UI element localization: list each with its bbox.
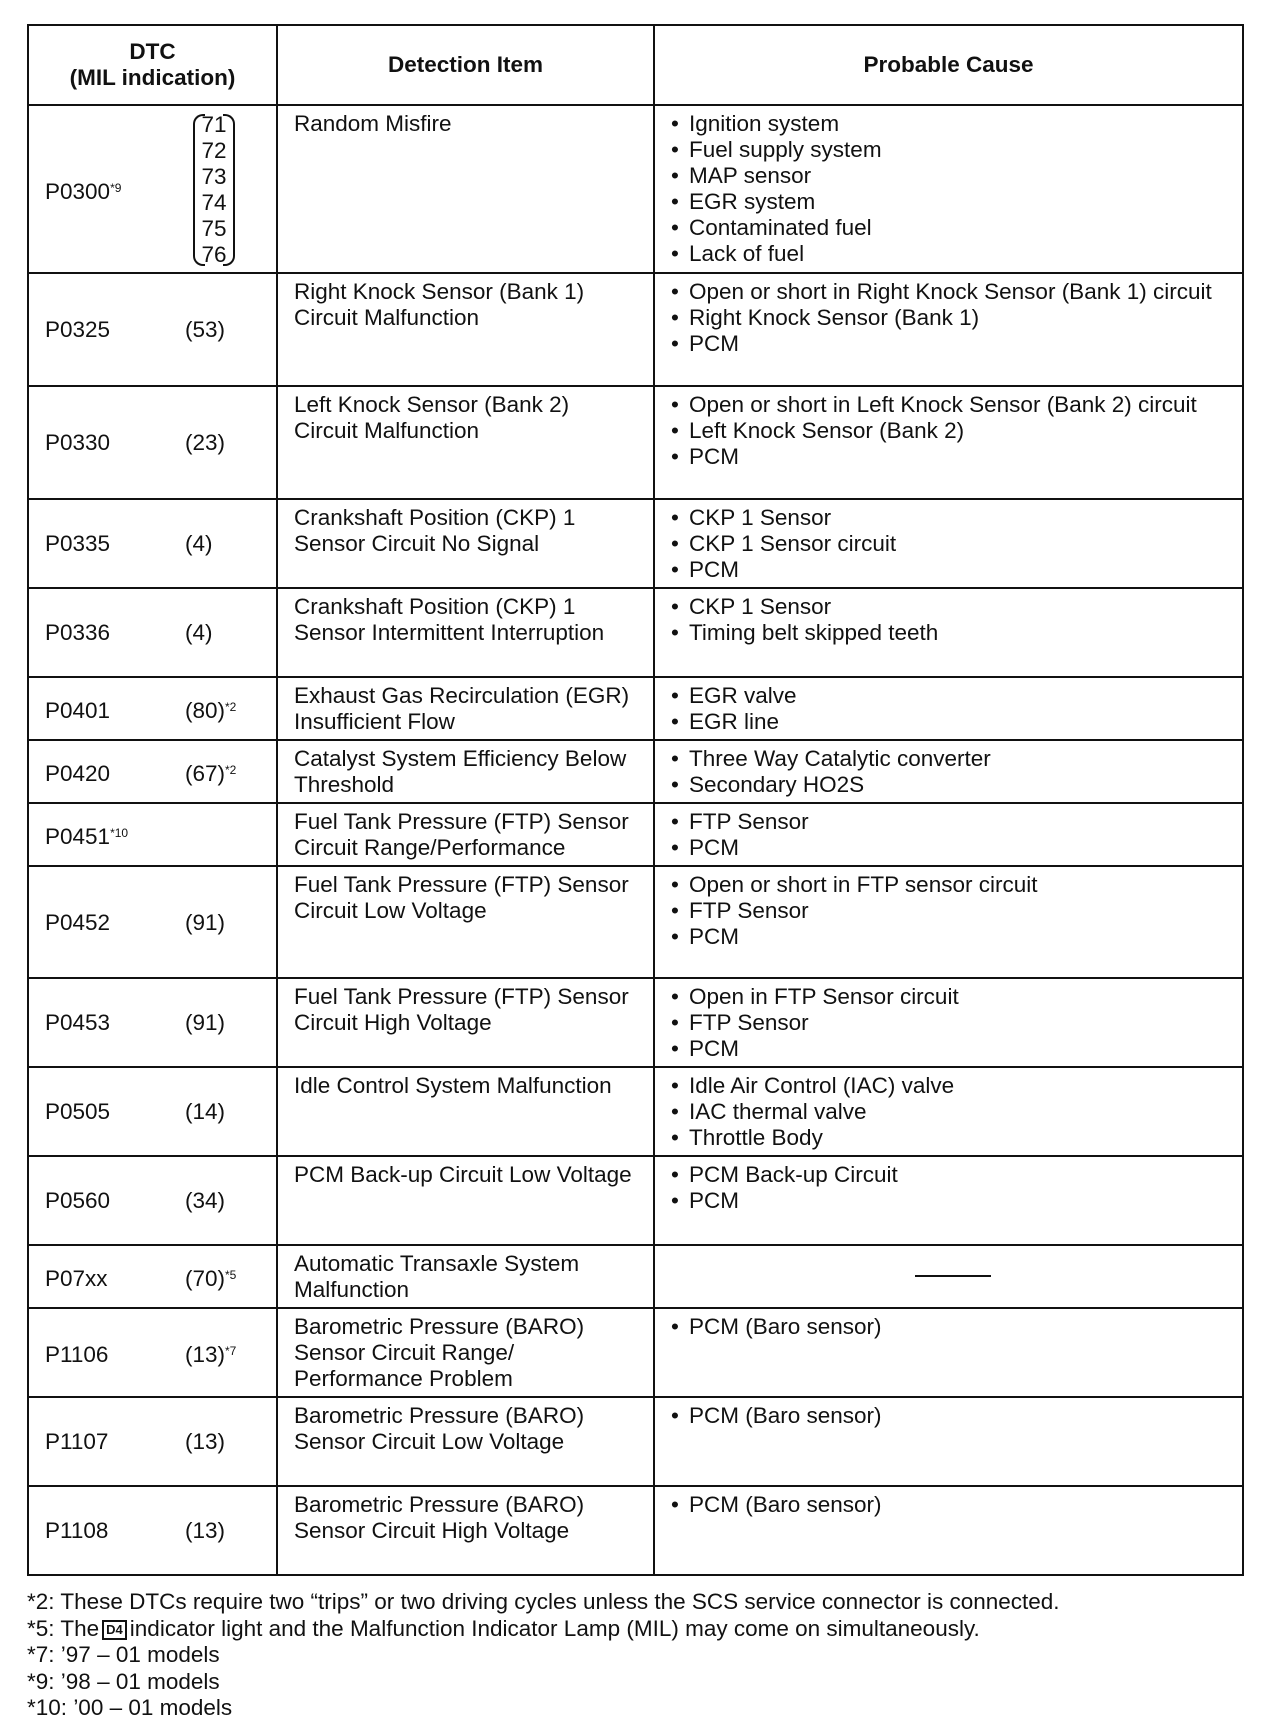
header-row [28, 25, 1243, 105]
mil-indication-text: (70) [185, 1266, 226, 1291]
dtc-cell [28, 105, 277, 273]
dtc-code [45, 1518, 185, 1544]
detection-line: Fuel Tank Pressure (FTP) Sensor [294, 984, 629, 1009]
footnote-text: ’97 – 01 models [60, 1642, 220, 1667]
cause-list [671, 279, 1234, 357]
cause-list [671, 683, 1234, 735]
table-row [28, 1245, 1243, 1308]
table-row [28, 273, 1243, 386]
mil-indication-text: (13) [185, 1342, 226, 1367]
footnote-ref: *2 [225, 700, 237, 714]
cause-item: • PCM [671, 924, 1234, 950]
detection-line: Sensor Intermittent Interruption [294, 620, 605, 645]
dtc-code-text: P1107 [45, 1429, 109, 1454]
cause-cell [654, 588, 1243, 677]
footnote-mark: *2: [27, 1589, 55, 1614]
mil-code: 71 [201, 111, 227, 137]
cause-cell [654, 499, 1243, 588]
dtc-cell [28, 588, 277, 677]
footnote-9 [27, 1669, 1247, 1696]
header-dtc [28, 25, 277, 105]
detection-line: Catalyst System Efficiency Below [294, 746, 627, 771]
cause-list [671, 809, 1234, 861]
cause-item: • EGR line [671, 709, 1234, 735]
cause-item: • MAP sensor [671, 163, 1234, 189]
mil-indication [185, 317, 225, 343]
detection-line: Fuel Tank Pressure (FTP) Sensor [294, 872, 629, 897]
dtc-code-text: P1106 [45, 1342, 109, 1367]
footnote-7 [27, 1642, 1247, 1669]
detection-cell [277, 1156, 654, 1245]
detection-line: Idle Control System Malfunction [294, 1073, 612, 1098]
header-cause: Probable Cause [654, 25, 1243, 105]
table-row [28, 1156, 1243, 1245]
dtc-cell [28, 1245, 277, 1308]
mil-indication [185, 1262, 236, 1292]
dtc-cell [28, 866, 277, 978]
detection-cell [277, 978, 654, 1067]
footnote-ref: *5 [225, 1268, 237, 1282]
table-row [28, 1308, 1243, 1397]
detection-cell [277, 1486, 654, 1575]
footnote-ref: *9 [110, 180, 122, 195]
cause-item: • Open in FTP Sensor circuit [671, 984, 1234, 1010]
dtc-cell [28, 273, 277, 386]
dtc-code-text: P07xx [45, 1266, 108, 1291]
cause-item: • FTP Sensor [671, 898, 1234, 924]
cause-item: • PCM [671, 1036, 1234, 1062]
cause-cell [654, 740, 1243, 803]
dtc-code [45, 820, 185, 850]
detection-line: Circuit Low Voltage [294, 898, 487, 923]
mil-indication-text: (91) [185, 1010, 226, 1035]
mil-indication [185, 531, 213, 557]
detection-cell [277, 1308, 654, 1397]
mil-indication [185, 1099, 225, 1125]
cause-item: • Contaminated fuel [671, 215, 1234, 241]
mil-indication-text: (53) [185, 317, 226, 342]
cause-item: • PCM (Baro sensor) [671, 1314, 1234, 1340]
cause-cell [654, 1397, 1243, 1486]
detection-cell [277, 499, 654, 588]
dtc-code-text: P0452 [45, 909, 111, 935]
dtc-cell [28, 1308, 277, 1397]
mil-indication [185, 430, 225, 456]
cause-item: • PCM (Baro sensor) [671, 1403, 1234, 1429]
dtc-code [45, 1099, 185, 1125]
cause-item: • Right Knock Sensor (Bank 1) [671, 305, 1234, 331]
mil-indication-text: (4) [185, 531, 213, 556]
detection-cell [277, 1245, 654, 1308]
cause-item: • Open or short in Right Knock Sensor (Bank 1) circuit [671, 279, 1234, 305]
table-row [28, 105, 1243, 273]
cause-cell [654, 1308, 1243, 1397]
dtc-code [45, 910, 185, 936]
dtc-code-text: P0560 [45, 1188, 111, 1213]
dtc-code-text: P0451 [45, 824, 111, 849]
dtc-code [45, 1342, 185, 1368]
detection-line: Sensor Circuit Range/ [294, 1340, 515, 1365]
cause-item: • Lack of fuel [671, 241, 1234, 267]
dtc-code-text: P1108 [45, 1518, 109, 1543]
detection-line: Barometric Pressure (BARO) [294, 1492, 585, 1517]
cause-cell [654, 866, 1243, 978]
table-row [28, 1486, 1243, 1575]
detection-line: Fuel Tank Pressure (FTP) Sensor [294, 809, 629, 834]
table-body [28, 105, 1243, 1575]
detection-line: Crankshaft Position (CKP) 1 [294, 594, 576, 619]
dtc-cell [28, 803, 277, 866]
cause-list [671, 1314, 1234, 1340]
dtc-code-text: P0505 [45, 1099, 111, 1124]
table-row [28, 386, 1243, 499]
cause-item: • Open or short in FTP sensor circuit [671, 872, 1234, 898]
mil-code: 75 [201, 215, 227, 241]
mil-code-list [193, 112, 235, 268]
cause-item: • EGR valve [671, 683, 1234, 709]
dtc-code [45, 761, 185, 787]
dtc-cell [28, 1397, 277, 1486]
cause-cell [654, 1067, 1243, 1156]
footnote-ref: *2 [225, 763, 237, 777]
detection-line: Exhaust Gas Recirculation (EGR) [294, 683, 630, 708]
cause-list [671, 594, 1234, 646]
cause-item: • PCM [671, 835, 1234, 861]
dtc-cell [28, 1156, 277, 1245]
mil-indication [185, 757, 236, 787]
detection-cell [277, 105, 654, 273]
dtc-code [45, 1266, 185, 1292]
detection-line: Automatic Transaxle System [294, 1251, 580, 1276]
dtc-code-text: P0335 [45, 531, 111, 556]
cause-list [671, 984, 1234, 1062]
detection-line: Crankshaft Position (CKP) 1 [294, 505, 576, 530]
cause-item: • PCM Back-up Circuit [671, 1162, 1234, 1188]
cause-item: • PCM [671, 557, 1234, 583]
detection-line: Performance Problem [294, 1366, 513, 1391]
detection-line: PCM Back-up Circuit Low Voltage [294, 1162, 632, 1187]
detection-line: Sensor Circuit Low Voltage [294, 1429, 565, 1454]
cause-item: • EGR system [671, 189, 1234, 215]
footnote-mark: *9: [27, 1668, 55, 1694]
dtc-misfire-wrap [45, 112, 268, 268]
cause-cell [654, 105, 1243, 273]
footnote-text: indicator light and the Malfunction Indicator Lamp (MIL) may come on simultaneously. [129, 1615, 980, 1641]
cause-item: • PCM [671, 331, 1234, 357]
dtc-code [45, 1429, 185, 1455]
dtc-cell [28, 386, 277, 499]
cause-item: • PCM (Baro sensor) [671, 1492, 1234, 1518]
detection-line: Circuit High Voltage [294, 1010, 492, 1035]
cause-item: • CKP 1 Sensor [671, 505, 1234, 531]
dtc-code [45, 620, 185, 646]
dtc-code-text: P0300 [45, 178, 111, 204]
detection-cell [277, 1067, 654, 1156]
table-row [28, 588, 1243, 677]
table-row [28, 978, 1243, 1067]
cause-cell [654, 677, 1243, 740]
footnote-text: ’98 – 01 models [60, 1668, 220, 1694]
cause-list [671, 392, 1234, 470]
footnote-10 [27, 1695, 1247, 1722]
dtc-cell [28, 1067, 277, 1156]
detection-line: Circuit Range/Performance [294, 835, 566, 860]
mil-indication-text: (34) [185, 1188, 226, 1213]
footnote-text: These DTCs require two “trips” or two driving cycles unless the SCS service connector is connected. [60, 1589, 1060, 1614]
detection-cell [277, 740, 654, 803]
dtc-cell [28, 1486, 277, 1575]
cause-list [671, 111, 1234, 267]
footnote-mark: *10: [27, 1695, 68, 1720]
dtc-cell [28, 677, 277, 740]
mil-indication-text: (13) [185, 1429, 226, 1454]
cause-item: • FTP Sensor [671, 809, 1234, 835]
dtc-table [27, 24, 1244, 1576]
cause-cell [654, 1486, 1243, 1575]
cause-cell [654, 1156, 1243, 1245]
detection-line: Circuit Malfunction [294, 418, 480, 443]
footnote-ref: *7 [225, 1344, 237, 1358]
mil-code: 74 [201, 189, 227, 215]
cause-item: • Secondary HO2S [671, 772, 1234, 798]
mil-indication [185, 1188, 225, 1214]
detection-cell [277, 1397, 654, 1486]
detection-line: Barometric Pressure (BARO) [294, 1403, 585, 1428]
mil-indication-text: (13) [185, 1518, 226, 1543]
dtc-code [45, 698, 185, 724]
mil-indication-text: (80) [185, 698, 226, 723]
dtc-code-text: P0401 [45, 698, 111, 723]
cause-item: • Idle Air Control (IAC) valve [671, 1073, 1234, 1099]
dtc-code [45, 317, 185, 343]
dtc-code [45, 175, 185, 205]
header-dtc-line2: (MIL indication) [69, 65, 236, 90]
dtc-cell [28, 499, 277, 588]
cause-item: • CKP 1 Sensor [671, 594, 1234, 620]
detection-line: Left Knock Sensor (Bank 2) [294, 392, 570, 417]
mil-indication [185, 1338, 236, 1368]
mil-indication-text: (91) [185, 909, 226, 935]
cause-cell [654, 803, 1243, 866]
mil-indication [185, 694, 236, 724]
mil-indication [185, 1010, 225, 1036]
dtc-code-text: P0330 [45, 430, 111, 455]
cause-item: • Left Knock Sensor (Bank 2) [671, 418, 1234, 444]
table-row [28, 499, 1243, 588]
cause-list [671, 1492, 1234, 1518]
dtc-code-text: P0325 [45, 317, 111, 342]
dtc-cell [28, 978, 277, 1067]
cause-list [671, 1073, 1234, 1151]
mil-code: 73 [201, 163, 227, 189]
mil-indication-text: (67) [185, 761, 226, 786]
cause-item: • Three Way Catalytic converter [671, 746, 1234, 772]
cause-list [671, 505, 1234, 583]
detection-cell [277, 386, 654, 499]
header-dtc-line1: DTC [129, 39, 176, 64]
dtc-cell [28, 740, 277, 803]
cause-item: • FTP Sensor [671, 1010, 1234, 1036]
cause-item: • CKP 1 Sensor circuit [671, 531, 1234, 557]
cause-cell [654, 386, 1243, 499]
cause-list [671, 872, 1234, 950]
detection-line: Circuit Malfunction [294, 305, 480, 330]
d4-indicator-icon: D4 [102, 1620, 127, 1640]
footnote-ref: *10 [110, 826, 129, 840]
cause-item: • PCM [671, 444, 1234, 470]
footnotes [27, 1589, 1247, 1722]
table-row [28, 1067, 1243, 1156]
dtc-code [45, 1010, 185, 1036]
dtc-code [45, 1188, 185, 1214]
detection-line: Sensor Circuit High Voltage [294, 1518, 570, 1543]
detection-line: Threshold [294, 772, 395, 797]
mil-indication [185, 1518, 225, 1544]
mil-code: 76 [201, 241, 227, 267]
table-row [28, 1397, 1243, 1486]
footnote-5 [27, 1616, 1247, 1643]
dtc-code-text: P0453 [45, 1010, 111, 1035]
footnote-mark: *7: [27, 1642, 55, 1667]
cause-cell [654, 978, 1243, 1067]
cause-item: • Timing belt skipped teeth [671, 620, 1234, 646]
cause-item: • Throttle Body [671, 1125, 1234, 1151]
detection-line: Right Knock Sensor (Bank 1) [294, 279, 585, 304]
detection-cell [277, 803, 654, 866]
detection-line: Barometric Pressure (BARO) [294, 1314, 585, 1339]
dtc-code [45, 430, 185, 456]
cause-item: • IAC thermal valve [671, 1099, 1234, 1125]
cause-list [671, 1403, 1234, 1429]
mil-indication [185, 1429, 225, 1455]
detection-cell [277, 866, 654, 978]
cause-item: • PCM [671, 1188, 1234, 1214]
cause-list [671, 746, 1234, 798]
mil-indication [185, 910, 225, 936]
footnote-text: The [60, 1615, 100, 1641]
table-row [28, 677, 1243, 740]
detection-cell [277, 677, 654, 740]
mil-indication-text: (14) [185, 1099, 226, 1124]
detection-line: Sensor Circuit No Signal [294, 531, 540, 556]
detection-line: Random Misfire [294, 111, 452, 136]
table-row [28, 803, 1243, 866]
table-row [28, 740, 1243, 803]
detection-cell [277, 588, 654, 677]
dtc-code-text: P0336 [45, 620, 111, 645]
dtc-code-text: P0420 [45, 761, 111, 786]
detection-line: Malfunction [294, 1277, 410, 1302]
cause-item: • Ignition system [671, 111, 1234, 137]
cause-item: • Fuel supply system [671, 137, 1234, 163]
cause-cell [654, 1245, 1243, 1308]
header-detection: Detection Item [277, 25, 654, 105]
cause-item: • Open or short in Left Knock Sensor (Bank 2) circuit [671, 392, 1234, 418]
footnote-2 [27, 1589, 1247, 1616]
cause-list [671, 1162, 1234, 1214]
mil-code: 72 [201, 137, 227, 163]
mil-indication-text: (23) [185, 430, 226, 455]
dtc-code [45, 531, 185, 557]
table-row [28, 866, 1243, 978]
detection-line: Insufficient Flow [294, 709, 455, 734]
footnote-text: ’00 – 01 models [73, 1695, 233, 1720]
mil-indication-text: (4) [185, 620, 213, 645]
mil-indication [185, 620, 213, 646]
cause-cell [654, 273, 1243, 386]
detection-cell [277, 273, 654, 386]
not-applicable-dash [915, 1275, 991, 1277]
footnote-mark: *5: [27, 1615, 55, 1641]
